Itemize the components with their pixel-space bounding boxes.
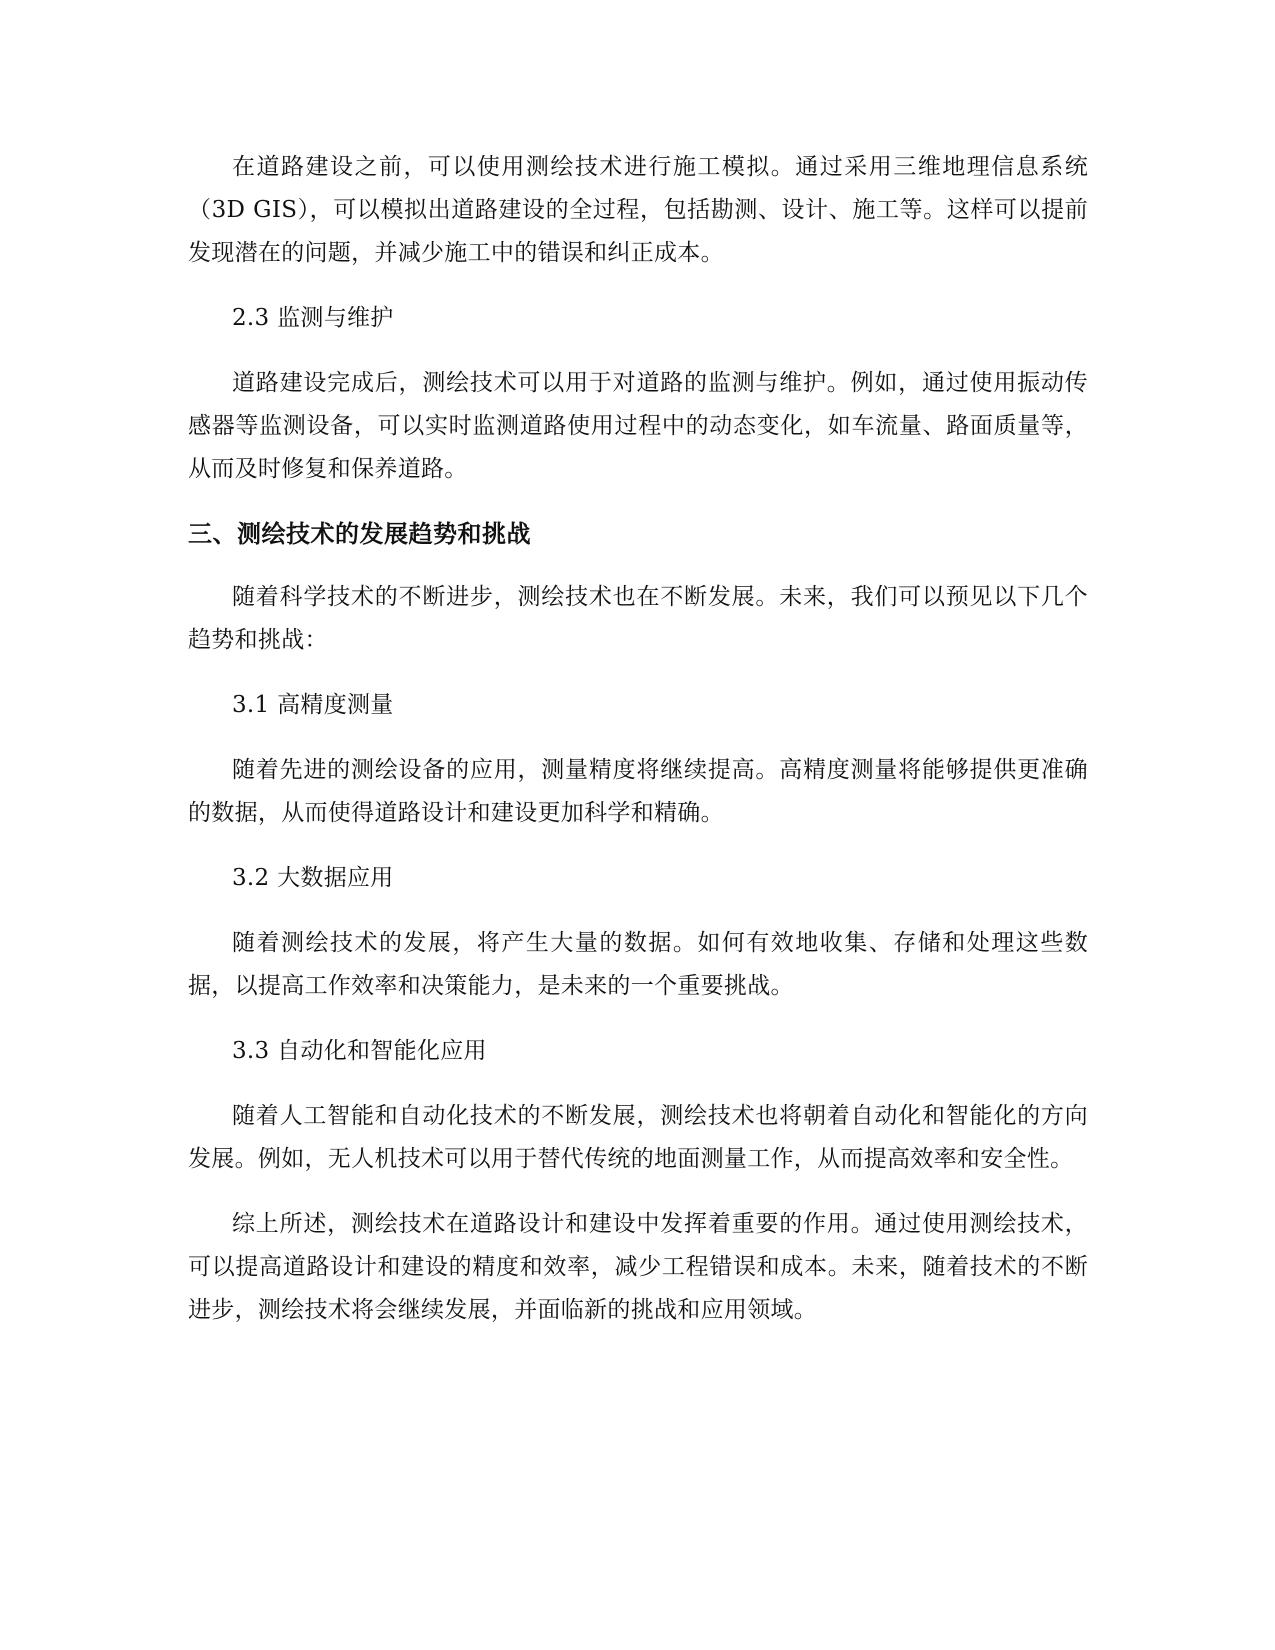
paragraph-trends-intro: 随着科学技术的不断进步，测绘技术也在不断发展。未来，我们可以预见以下几个趋势和挑战： — [188, 584, 1088, 653]
section-heading-trends-challenges: 三、测绘技术的发展趋势和挑战 — [188, 520, 531, 548]
paragraph-high-precision: 随着先进的测绘设备的应用，测量精度将继续提高。高精度测量将能够提供更准确的数据，从而使得道路设计和建设更加科学和精确。 — [188, 757, 1088, 826]
paragraph-monitoring-maintenance: 道路建设完成后，测绘技术可以用于对道路的监测与维护。例如，通过使用振动传感器等监测设备，可以实时监测道路使用过程中的动态变化，如车流量、路面质量等，从而及时修复和保养道路。 — [188, 370, 1088, 482]
paragraph-construction-simulation: 在道路建设之前，可以使用测绘技术进行施工模拟。通过采用三维地理信息系统（3D GIS），可以模拟出道路建设的全过程，包括勘测、设计、施工等。这样可以提前发现潜在的问题，并减少施工中的错误和纠正成本。 — [188, 154, 1088, 266]
paragraph-conclusion: 综上所述，测绘技术在道路设计和建设中发挥着重要的作用。通过使用测绘技术，可以提高道路设计和建设的精度和效率，减少工程错误和成本。未来，随着技术的不断进步，测绘技术将会继续发展，并面临新的挑战和应用领域。 — [188, 1211, 1088, 1323]
paragraph-automation: 随着人工智能和自动化技术的不断发展，测绘技术也将朝着自动化和智能化的方向发展。例如，无人机技术可以用于替代传统的地面测量工作，从而提高效率和安全性。 — [188, 1103, 1088, 1172]
paragraph-big-data: 随着测绘技术的发展，将产生大量的数据。如何有效地收集、存储和处理这些数据，以提高工作效率和决策能力，是未来的一个重要挑战。 — [188, 930, 1088, 999]
subheading-2-3-monitoring-maintenance: 2.3 监测与维护 — [232, 305, 394, 331]
subheading-3-2-big-data: 3.2 大数据应用 — [232, 865, 394, 891]
subheading-3-3-automation: 3.3 自动化和智能化应用 — [232, 1038, 487, 1064]
document-body — [188, 146, 1088, 1354]
subheading-3-1-high-precision: 3.1 高精度测量 — [232, 692, 394, 718]
